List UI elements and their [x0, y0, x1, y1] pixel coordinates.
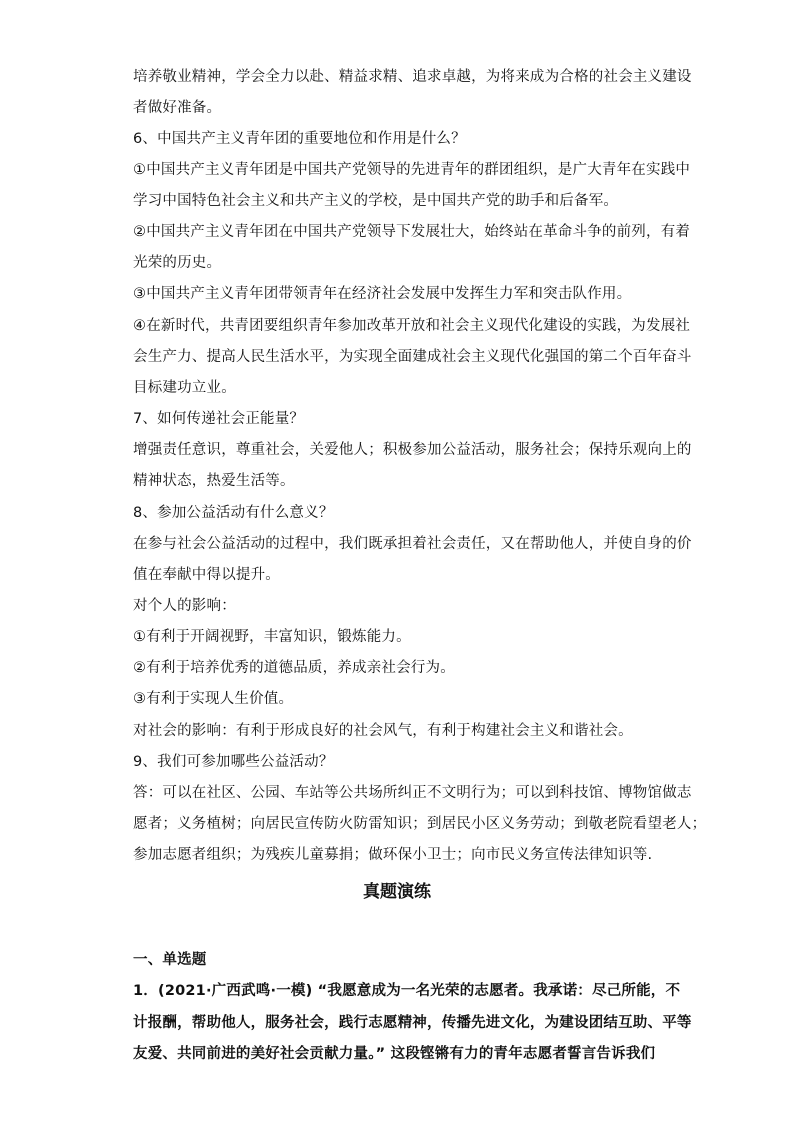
- text-line: 者做好准备。: [133, 100, 222, 116]
- text-line: 精神状态，热爱生活等。: [133, 473, 295, 489]
- text-line: 在参与社会公益活动的过程中，我们既承担着社会责任，又在帮助他人，并使自身的价: [133, 536, 692, 552]
- text-line: ①有利于开阔视野，丰富知识，锻炼能力。: [133, 629, 411, 645]
- text-line: 愿者；义务植树；向居民宣传防火防雷知识；到居民小区义务劳动；到敬老院看望老人；: [133, 816, 707, 832]
- question-heading: 7、如何传递社会正能量？: [133, 411, 305, 427]
- text-line: 学习中国特色社会主义和共产主义的学校，是中国共产党的助手和后备军。: [133, 193, 619, 209]
- text-line: 值在奉献中得以提升。: [133, 567, 280, 583]
- text-line: ④在新时代，共青团要组织青年参加改革开放和社会主义现代化建设的实践，为发展社: [133, 318, 691, 334]
- text-line: 答：可以在社区、公园、车站等公共场所纠正不文明行为；可以到科技馆、博物馆做志: [133, 785, 692, 801]
- text-line: 参加志愿者组织；为残疾儿童募捐；做环保小卫士；向市民义务宣传法律知识等.: [133, 847, 653, 863]
- text-line: ②中国共产主义青年团在中国共产党领导下发展壮大，始终站在革命斗争的前列，有着: [133, 224, 691, 240]
- question-heading: 9、我们可参加哪些公益活动？: [133, 754, 334, 770]
- text-line: 增强责任意识，尊重社会，关爱他人；积极参加公益活动，服务社会；保持乐观向上的: [133, 442, 692, 458]
- text-line: ②有利于培养优秀的道德品质，养成亲社会行为。: [133, 660, 455, 676]
- question-heading: 6、中国共产主义青年团的重要地位和作用是什么？: [133, 131, 466, 147]
- question-line: 计报酬，帮助他人，服务社会，践行志愿精神，传播先进文化，为建设团结互助、平等: [133, 1015, 692, 1031]
- text-line: 培养敬业精神，学会全力以赴、精益求精、追求卓越，为将来成为合格的社会主义建设: [133, 69, 692, 85]
- text-line: 会生产力、提高人民生活水平，为实现全面建成社会主义现代化强国的第二个百年奋斗: [133, 349, 692, 365]
- text-line: 光荣的历史。: [133, 255, 222, 271]
- section-label: 一、单选题: [133, 952, 207, 968]
- question-line: 1．(2021·广西武鸣·一模) “我愿意成为一名光荣的志愿者。我承诺：尽己所能，不: [133, 983, 681, 999]
- text-line: 目标建功立业。: [133, 380, 236, 396]
- section-title: 真题演练: [363, 882, 431, 902]
- text-line: ①中国共产主义青年团是中国共产党领导的先进青年的群团组织，是广大青年在实践中: [133, 162, 691, 178]
- text-line: 对个人的影响：: [133, 598, 236, 614]
- question-line: 友爱、共同前进的美好社会贡献力量。” 这段铿锵有力的青年志愿者誓言告诉我们: [133, 1046, 656, 1062]
- text-line: ③中国共产主义青年团带领青年在经济社会发展中发挥生力军和突击队作用。: [133, 286, 632, 302]
- text-line: ③有利于实现人生价值。: [133, 691, 294, 707]
- text-line: 对社会的影响：有利于形成良好的社会风气，有利于构建社会主义和谐社会。: [133, 723, 633, 739]
- question-heading: 8、参加公益活动有什么意义？: [133, 505, 334, 521]
